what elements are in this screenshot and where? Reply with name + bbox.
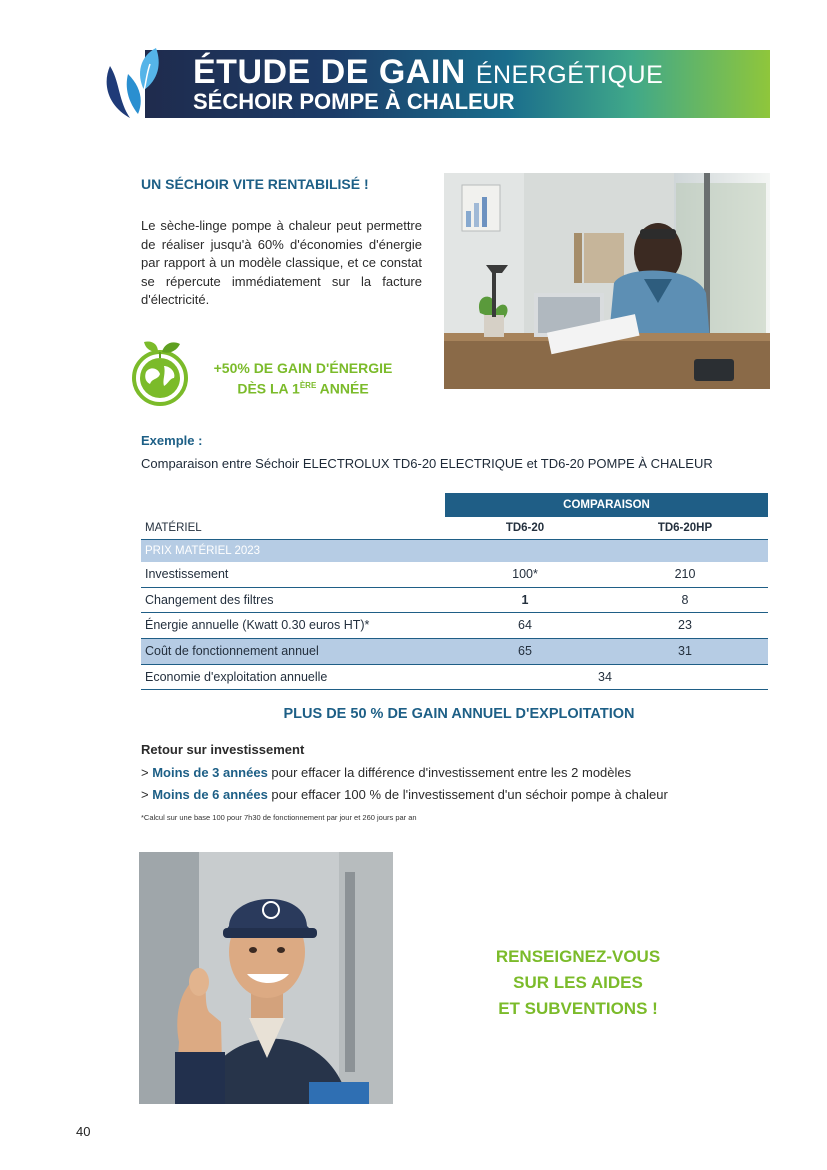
section-label: PRIX MATÉRIEL 2023 — [145, 545, 261, 557]
office-photo — [444, 173, 770, 389]
badge-line-2: DÈS LA 1ÈRE ANNÉE — [237, 380, 369, 397]
aides-callout — [440, 944, 716, 1022]
row-value-b: 31 — [678, 644, 692, 659]
aides-line-1: RENSEIGNEZ-VOUS — [495, 947, 661, 966]
badge-line-1: +50% DE GAIN D'ÉNERGIE — [213, 360, 393, 376]
aides-line-2: SUR LES AIDES — [513, 973, 643, 992]
comparison-table — [141, 517, 768, 690]
row-value-a: 1 — [521, 592, 529, 607]
intro-heading: UN SÉCHOIR VITE RENTABILISÉ ! — [141, 176, 369, 192]
row-label: Énergie annuelle (Kwatt 0.30 euros HT)* — [145, 618, 370, 633]
table-section-row — [141, 540, 768, 562]
aides-line-3: ET SUBVENTIONS ! — [498, 999, 658, 1018]
row-value-a: 100* — [512, 567, 538, 581]
page-subtitle: SÉCHOIR POMPE À CHALEUR — [193, 89, 515, 114]
col-td6-20: TD6-20 — [505, 522, 545, 534]
row-value-b: 210 — [674, 567, 696, 581]
row-value-b: 8 — [681, 592, 689, 607]
row-label: Changement des filtres — [145, 592, 274, 607]
annual-gain-headline: PLUS DE 50 % DE GAIN ANNUEL D'EXPLOITATION — [283, 706, 635, 722]
table-row — [141, 588, 768, 614]
table-row — [141, 562, 768, 588]
col-td6-20hp: TD6-20HP — [657, 522, 713, 534]
title-large: ÉTUDE DE GAIN — [193, 53, 466, 91]
summary-value: 34 — [598, 669, 612, 684]
table-row-highlight — [141, 639, 768, 665]
row-value-a: 64 — [518, 618, 532, 633]
roi-item-2: > Moins de 6 années pour effacer 100 % de l'investissement d'un séchoir pompe à chaleur — [141, 787, 668, 802]
footnote: *Calcul sur une base 100 pour 7h30 de fonctionnement par jour et 260 jours par an — [141, 813, 417, 822]
col-materiel: MATÉRIEL — [145, 522, 202, 534]
example-text: Comparaison entre Séchoir ELECTROLUX TD6-20 ELECTRIQUE et TD6-20 POMPE À CHALEUR — [141, 456, 713, 471]
table-header-row — [141, 517, 768, 540]
title-small: ÉNERGÉTIQUE — [475, 61, 664, 89]
table-summary-row — [141, 665, 768, 691]
page-number: 40 — [76, 1124, 91, 1139]
comparison-header: COMPARAISON — [445, 493, 768, 517]
intro-text: Le sèche-linge pompe à chaleur peut permettre de réaliser jusqu'à 60% d'économies d'énergie par rapport à un modèle classique, et ce constat se répercute immédiatement sur la facture d'électricité. — [141, 218, 422, 308]
table-row — [141, 613, 768, 639]
leaf-logo-icon — [100, 44, 170, 122]
row-label: Investissement — [145, 567, 229, 581]
energy-gain-badge — [192, 360, 414, 398]
row-value-a: 65 — [518, 644, 532, 659]
roi-title: Retour sur investissement — [141, 742, 305, 757]
example-label: Exemple : — [141, 433, 203, 448]
summary-label: Economie d'exploitation annuelle — [145, 669, 328, 684]
roi-item-1: > Moins de 3 années pour effacer la différence d'investissement entre les 2 modèles — [141, 765, 632, 780]
row-value-b: 23 — [678, 618, 692, 633]
row-label: Coût de fonctionnement annuel — [145, 644, 319, 659]
technician-photo — [139, 852, 393, 1104]
green-globe-icon — [130, 338, 190, 406]
